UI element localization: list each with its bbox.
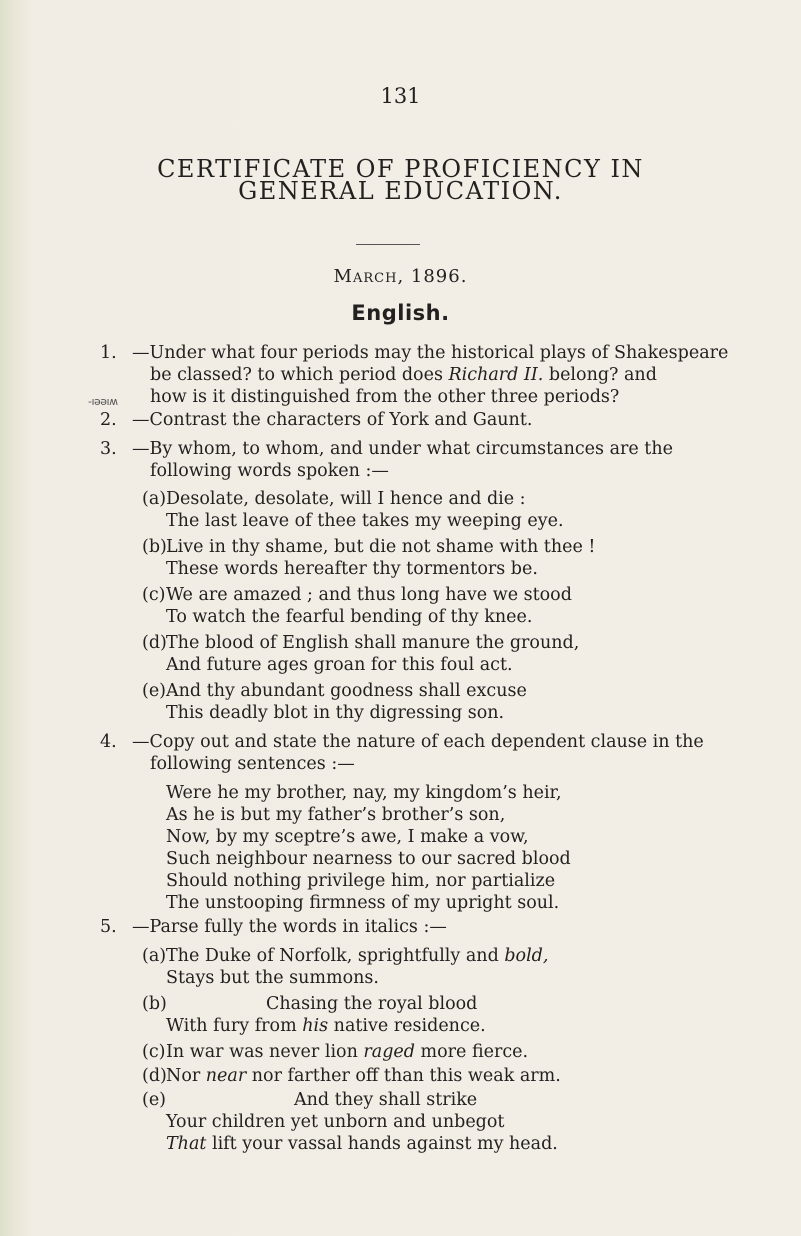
verse-line: Were he my brother, nay, my kingdom’s heir,	[166, 783, 562, 803]
title-line-2: GENERAL EDUCATION.	[238, 177, 563, 205]
quote-label: (a)	[142, 489, 167, 509]
verse-line: Such neighbour nearness to our sacred blood	[166, 849, 571, 869]
marginal-mark: -ıəəıʍ	[88, 395, 118, 408]
question-number: 2.	[100, 410, 117, 430]
verse-line: As he is but my father’s brother’s son,	[166, 805, 506, 825]
italic-word: bold,	[504, 946, 549, 966]
parse-a: (a) The Duke of Norfolk, sprightfully and bold, Stays but the summons.	[142, 946, 549, 988]
quote-d: (d) The blood of English shall manure the ground, And future ages groan for this foul act.	[142, 633, 580, 675]
question-1	[88, 342, 792, 408]
quote-label: (b)	[142, 994, 167, 1014]
parse-e: (e) And they shall strike Your children yet unborn and unbegot That lift your vassal hands against my head.	[142, 1090, 558, 1154]
quote-b: (b) Live in thy shame, but die not shame with thee ! These words hereafter thy tormentors be.	[142, 537, 596, 579]
italic-word: That	[166, 1134, 207, 1154]
exam-date	[0, 266, 801, 287]
quote-label: (d)	[142, 633, 167, 653]
quote-c: (c) We are amazed ; and thus long have we stood To watch the fearful bending of thy knee.	[142, 585, 572, 627]
page-title	[0, 150, 801, 205]
quote-label: (c)	[142, 1042, 166, 1062]
italic-title: Richard II.	[448, 365, 544, 385]
verse-passage	[166, 782, 786, 914]
verse-line: The unstooping firmness of my upright soul.	[166, 893, 560, 913]
verse-line: Now, by my sceptre’s awe, I make a vow,	[166, 827, 529, 847]
divider	[356, 244, 420, 245]
verse-line: Should nothing privilege him, nor partialize	[166, 871, 556, 891]
italic-word: his	[302, 1016, 329, 1036]
quote-label: (c)	[142, 585, 166, 605]
parse-d: (d) Nor near nor farther off than this weak arm.	[142, 1066, 561, 1086]
quote-label: (a)	[142, 946, 167, 966]
quote-a: (a) Desolate, desolate, will I hence and die : The last leave of thee takes my weeping eye.	[142, 489, 564, 531]
italic-word: near	[205, 1066, 247, 1086]
quote-e: (e) And thy abundant goodness shall excuse This deadly blot in thy digressing son.	[142, 681, 527, 723]
question-line: —By whom, to whom, and under what circumstances are the	[132, 439, 673, 459]
parse-b: (b) Chasing the royal blood With fury from his native residence.	[142, 994, 486, 1036]
parse-c: (c) In war was never lion raged more fierce.	[142, 1042, 529, 1062]
title-line-1: CERTIFICATE OF PROFICIENCY IN	[157, 155, 644, 183]
question-3	[100, 438, 792, 482]
subject-heading: English.	[351, 301, 450, 325]
question-line: following sentences :—	[150, 754, 355, 774]
question-line: —Under what four periods may the historical plays of Shakespeare	[132, 343, 729, 363]
quote-label: (e)	[142, 681, 167, 701]
quote-label: (b)	[142, 537, 167, 557]
italic-word: raged	[363, 1042, 415, 1062]
quote-label: (d)	[142, 1066, 167, 1086]
exam-year: 1896.	[410, 266, 468, 287]
question-number: 3.	[100, 439, 117, 459]
question-line: —Contrast the characters of York and Gaunt.	[132, 410, 533, 430]
question-number: 5.	[100, 917, 117, 937]
page-number: 131	[380, 84, 421, 108]
question-number: 1.	[100, 343, 117, 363]
question-number: 4.	[100, 732, 117, 752]
question-line: —Copy out and state the nature of each dependent clause in the	[132, 732, 704, 752]
question-5	[100, 916, 792, 938]
question-4	[100, 731, 792, 775]
exam-month: March,	[333, 266, 405, 287]
question-line: be classed? to which period does Richard II. belong? and	[150, 365, 657, 385]
question-2	[100, 409, 792, 431]
question-line: —Parse fully the words in italics :—	[132, 917, 447, 937]
question-line: following words spoken :—	[150, 461, 389, 481]
quote-label: (e)	[142, 1090, 167, 1110]
question-line: -ıəəıʍ how is it distinguished from the other three periods?	[132, 386, 792, 408]
